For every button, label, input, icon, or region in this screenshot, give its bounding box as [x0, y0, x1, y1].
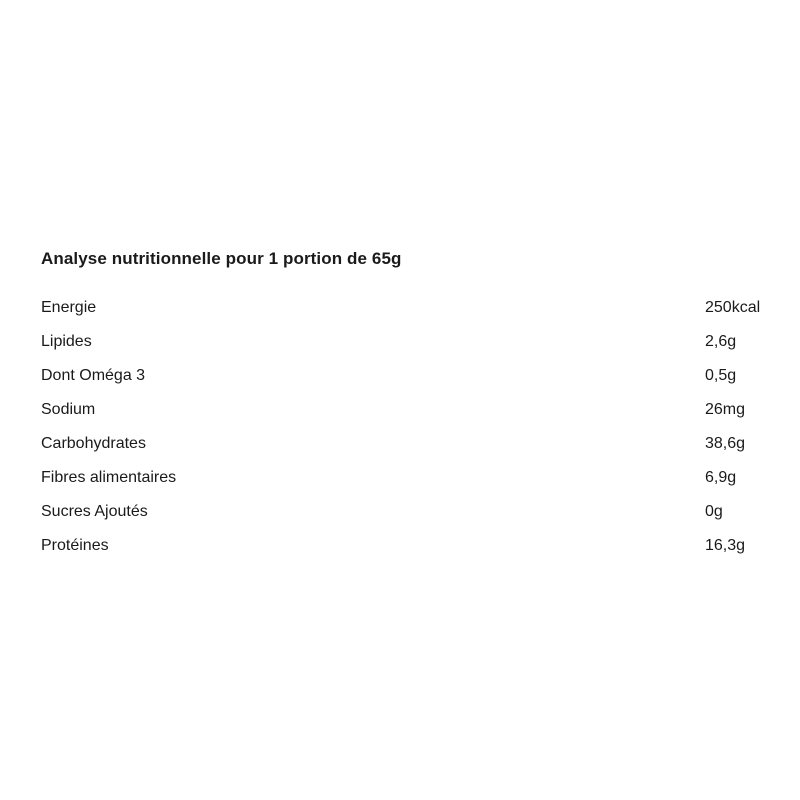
nutrient-label: Energie — [41, 299, 97, 316]
nutrition-row-fibres — [41, 467, 781, 501]
nutrition-row-lipides — [41, 331, 781, 365]
nutrient-value: 6,9g — [705, 469, 737, 486]
nutrient-label: Lipides — [41, 333, 92, 350]
nutrient-label: Sucres Ajoutés — [41, 503, 148, 520]
nutrient-value: 250kcal — [705, 299, 761, 316]
nutrient-label: Protéines — [41, 537, 109, 554]
nutrition-panel — [41, 248, 781, 554]
nutrient-value: 26mg — [705, 401, 746, 418]
nutrition-table — [41, 297, 781, 569]
nutrition-title: Analyse nutritionnelle pour 1 portion de 65g — [41, 249, 402, 268]
nutrition-row-proteines — [41, 535, 781, 569]
nutrient-label: Sodium — [41, 401, 96, 418]
nutrition-row-carbohydrates — [41, 433, 781, 467]
nutrition-row-sodium — [41, 399, 781, 433]
nutrient-value: 2,6g — [705, 333, 737, 350]
nutrition-row-sucres — [41, 501, 781, 535]
nutrient-value: 0g — [705, 503, 723, 520]
nutrition-row-omega3 — [41, 365, 781, 399]
nutrient-value: 38,6g — [705, 435, 746, 452]
nutrition-row-energie — [41, 297, 781, 331]
nutrient-value: 0,5g — [705, 367, 737, 384]
nutrient-label: Dont Oméga 3 — [41, 367, 146, 384]
nutrient-label: Carbohydrates — [41, 435, 146, 452]
nutrient-value: 16,3g — [705, 537, 746, 554]
nutrient-label: Fibres alimentaires — [41, 469, 177, 486]
